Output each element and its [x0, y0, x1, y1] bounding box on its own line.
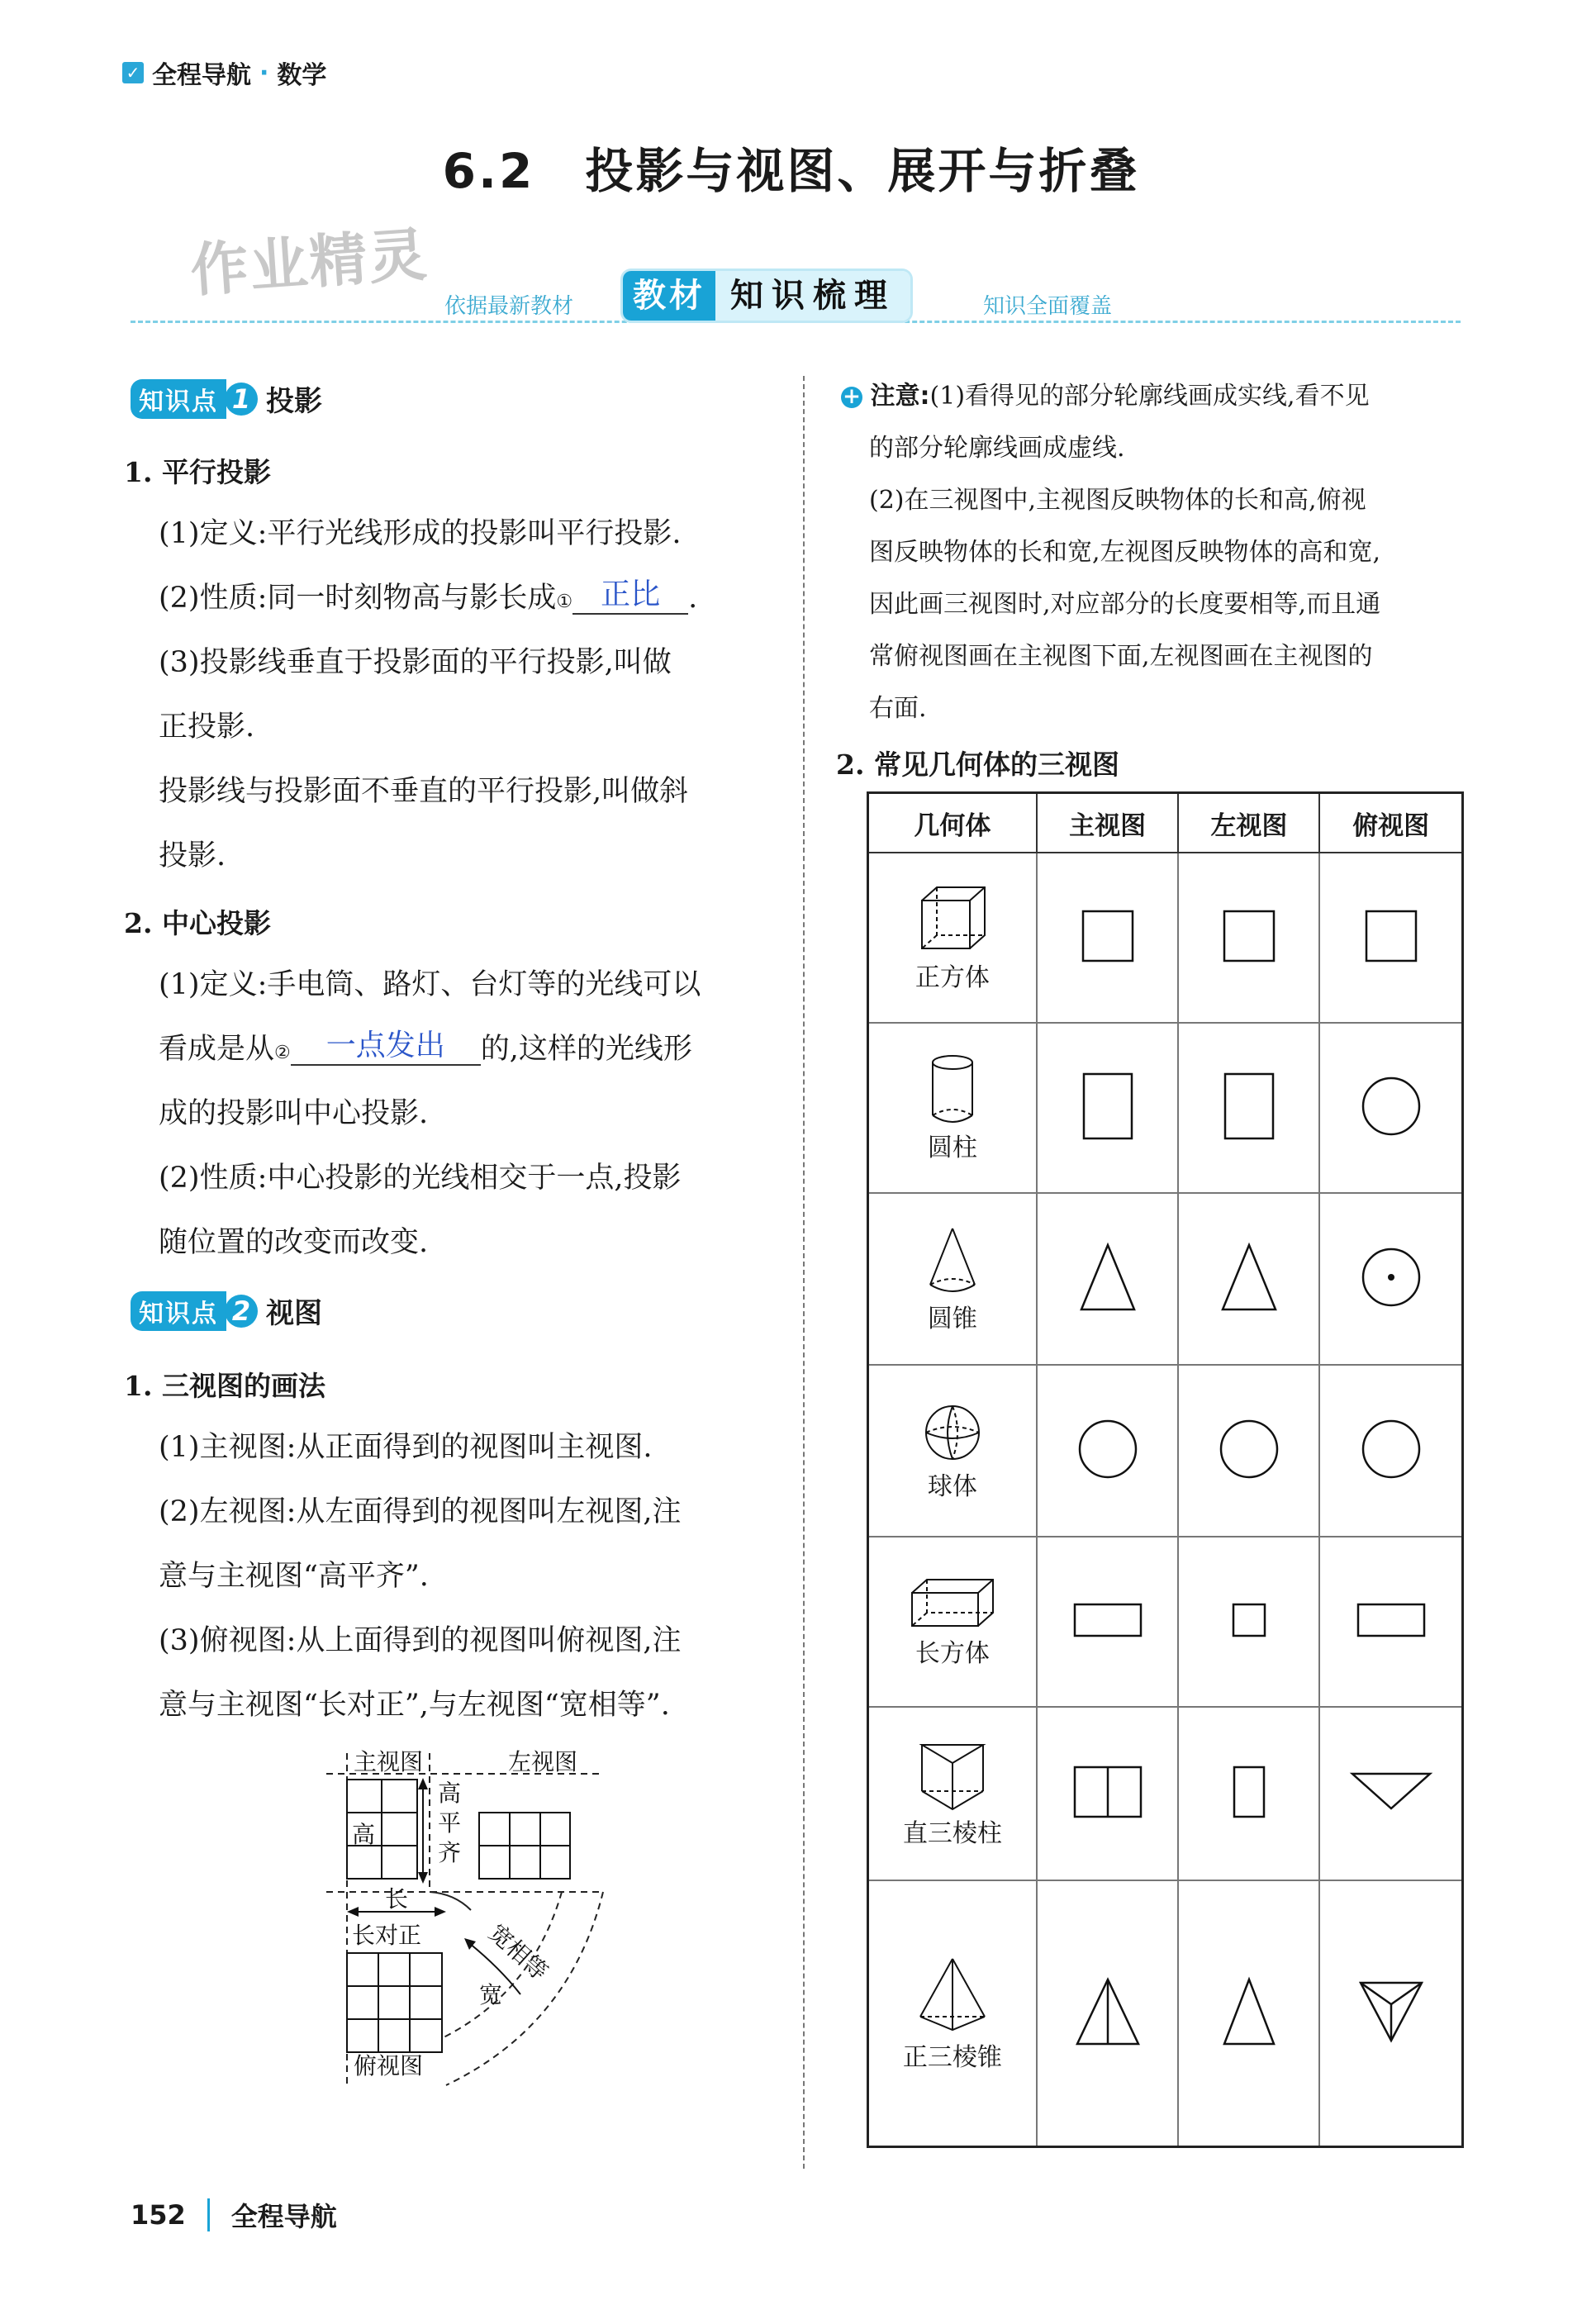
kp-title: 投影: [266, 385, 322, 418]
cone-icon: [924, 1224, 981, 1298]
table-row: [868, 1193, 1463, 1365]
top-view-inverted-triangle-center: [1354, 1975, 1428, 2049]
left-view-square: [1220, 907, 1278, 965]
subject-name: 数学: [277, 61, 327, 90]
front-view-triangle: [1075, 1240, 1141, 1314]
solid-cell: [869, 1738, 1036, 1849]
text-fragment: (2)性质:同一时刻物高与影长成: [159, 582, 557, 615]
sphere-icon: [919, 1400, 986, 1466]
triangular-prism-icon: [915, 1738, 990, 1813]
label-kuanxiangdeng: 宽相等: [483, 1918, 553, 1986]
solid-cell: [869, 1954, 1036, 2073]
top-view-inverted-triangle: [1346, 1767, 1437, 1817]
table-row: [868, 853, 1463, 1023]
solid-cell: [869, 882, 1036, 993]
section-badge-a: 教材: [623, 271, 715, 321]
label-top-view: 俯视图: [354, 2052, 424, 2079]
col-header-left: 左视图: [1178, 793, 1319, 853]
text-line: (1)定义:平行光线形成的投影叫平行投影.: [159, 517, 682, 550]
kp-title: 视图: [266, 1297, 322, 1330]
page-title: 6.2 投影与视图、展开与折叠: [442, 143, 1140, 199]
solid-name: 圆锥: [927, 1305, 977, 1333]
top-view-wide-rectangle: [1354, 1599, 1428, 1641]
front-view-circle: [1075, 1416, 1141, 1482]
solid-name: 球体: [927, 1472, 977, 1501]
left-view-narrow-rectangle: [1228, 1763, 1270, 1821]
note-line-6: 常俯视图画在主视图下面,左视图画在主视图的: [869, 642, 1373, 671]
text-line: (3)投影线垂直于投影面的平行投影,叫做: [159, 646, 672, 679]
table-header-row: [868, 793, 1463, 853]
checkbox-icon: ✓: [122, 62, 144, 83]
kp-number: 2: [225, 1295, 258, 1328]
solid-cell: [869, 1224, 1036, 1334]
kp-tag: 知识点: [131, 1291, 226, 1331]
section-common-solids: 2. 常见几何体的三视图: [836, 749, 1119, 781]
band-dashed-line: [131, 321, 1461, 323]
top-view-circle-dot: [1358, 1244, 1424, 1310]
label-kuan: 宽: [479, 1981, 503, 2008]
solid-name: 长方体: [915, 1639, 990, 1668]
section-parallel-projection: 1. 平行投影: [124, 456, 271, 488]
label-gao: 高: [352, 1821, 376, 1848]
cube-icon: [915, 882, 990, 957]
text-line: 投影.: [159, 839, 226, 872]
table-row: [868, 1880, 1463, 2146]
label-gaopingqi-1: 高: [438, 1780, 462, 1807]
front-view-rectangle: [1079, 1069, 1137, 1143]
top-view-square: [1362, 907, 1420, 965]
note-line-7: 右面.: [869, 694, 927, 723]
answer-blank: 正比: [572, 577, 688, 615]
triangular-pyramid-icon: [915, 1954, 990, 2036]
text-line-with-blank: [159, 577, 698, 620]
front-view-split-rectangle: [1071, 1763, 1145, 1821]
note-line-3: (2)在三视图中,主视图反映物体的长和高,俯视: [869, 486, 1366, 515]
section-badge: [623, 271, 910, 321]
kp-number: 1: [225, 383, 258, 416]
note-line-2: 的部分轮廓线画成虚线.: [869, 434, 1125, 463]
answer-blank: 一点发出: [291, 1028, 481, 1066]
solid-cell: [869, 1400, 1036, 1502]
header-dot: ·: [259, 58, 269, 88]
top-view-circle: [1358, 1073, 1424, 1139]
page-number: 152: [131, 2199, 186, 2231]
text-line: 成的投影叫中心投影.: [159, 1097, 429, 1130]
blank-marker: ①: [556, 592, 573, 612]
label-changduizheng: 长对正: [352, 1922, 422, 1949]
note-line-5: 因此画三视图时,对应部分的长度要相等,而且通: [869, 590, 1381, 619]
section-badge-b: 知识梳理: [715, 271, 910, 321]
text-line: 意与主视图“长对正”,与左视图“宽相等”.: [159, 1689, 670, 1722]
text-fragment: 的,这样的光线形: [480, 1033, 692, 1066]
col-header-top: 俯视图: [1319, 793, 1462, 853]
knowledge-point-1: [131, 378, 322, 419]
text-line: (1)定义:手电筒、路灯、台灯等的光线可以: [159, 968, 701, 1001]
kp-tag: 知识点: [131, 379, 226, 419]
left-view-circle: [1216, 1416, 1282, 1482]
watermark: 作业精灵: [188, 221, 430, 305]
table-row: [868, 1365, 1463, 1537]
table-row: [868, 1707, 1463, 1880]
text-line-with-blank: [159, 1031, 692, 1072]
solid-cell: [869, 1575, 1036, 1669]
section-three-views: 1. 三视图的画法: [124, 1370, 325, 1402]
col-header-front: 主视图: [1037, 793, 1179, 853]
left-view-small-square: [1228, 1599, 1270, 1641]
col-header-solid: 几何体: [868, 793, 1037, 853]
text-line: (3)俯视图:从上面得到的视图叫俯视图,注: [159, 1624, 682, 1657]
text-line: 投影线与投影面不垂直的平行投影,叫做斜: [159, 775, 689, 808]
column-divider: [803, 376, 805, 2169]
front-view-wide-rectangle: [1071, 1599, 1145, 1641]
three-view-layout-diagram: [322, 1745, 620, 2092]
note-line-4: 图反映物体的长和宽,左视图反映物体的高和宽,: [869, 538, 1381, 567]
page-footer: [131, 2196, 337, 2234]
text-fragment: 看成是从: [159, 1033, 275, 1066]
text-line: 随位置的改变而改变.: [159, 1226, 429, 1259]
cylinder-icon: [924, 1053, 981, 1127]
table-row: [868, 1023, 1463, 1193]
solid-cell: [869, 1053, 1036, 1163]
top-view-circle: [1358, 1416, 1424, 1482]
text-line: (1)主视图:从正面得到的视图叫主视图.: [159, 1431, 653, 1464]
solid-name: 圆柱: [927, 1133, 977, 1162]
label-front-view: 主视图: [354, 1748, 424, 1775]
table-row: [868, 1537, 1463, 1707]
series-name: 全程导航: [152, 61, 251, 90]
label-gaopingqi-3: 齐: [438, 1839, 462, 1866]
left-view-triangle: [1216, 1240, 1282, 1314]
label-chang: 长: [385, 1885, 409, 1913]
text-fragment: .: [688, 582, 698, 615]
band-left-caption: 依据最新教材: [444, 294, 574, 319]
note-line-1: [841, 370, 1370, 422]
text-line: 正投影.: [159, 711, 255, 744]
label-left-view: 左视图: [508, 1748, 578, 1775]
label-gaopingqi-2: 平: [438, 1809, 462, 1837]
footer-separator: [207, 2198, 210, 2231]
left-view-rectangle: [1220, 1069, 1278, 1143]
plus-icon: +: [841, 387, 862, 408]
cuboid-icon: [907, 1575, 998, 1633]
running-header: [122, 55, 326, 91]
note-text: (1)看得见的部分轮廓线画成实线,看不见: [929, 382, 1370, 411]
section-central-projection: 2. 中心投影: [124, 907, 271, 939]
text-line: 意与主视图“高平齐”.: [159, 1560, 429, 1593]
solid-name: 直三棱柱: [902, 1819, 1002, 1848]
text-line: (2)性质:中心投影的光线相交于一点,投影: [159, 1162, 682, 1195]
knowledge-point-2: [131, 1290, 322, 1331]
front-view-square: [1079, 907, 1137, 965]
solid-name: 正三棱锥: [902, 2042, 1002, 2072]
left-view-triangle: [1216, 1975, 1282, 2049]
front-view-triangle-median: [1071, 1975, 1145, 2049]
three-views-table: [867, 791, 1464, 2148]
blank-marker: ②: [274, 1043, 291, 1063]
footer-series: 全程导航: [230, 2201, 337, 2232]
solid-name: 正方体: [915, 963, 990, 992]
band-right-caption: 知识全面覆盖: [983, 294, 1113, 319]
note-label: 注意:: [870, 382, 930, 411]
text-line: (2)左视图:从左面得到的视图叫左视图,注: [159, 1495, 682, 1528]
